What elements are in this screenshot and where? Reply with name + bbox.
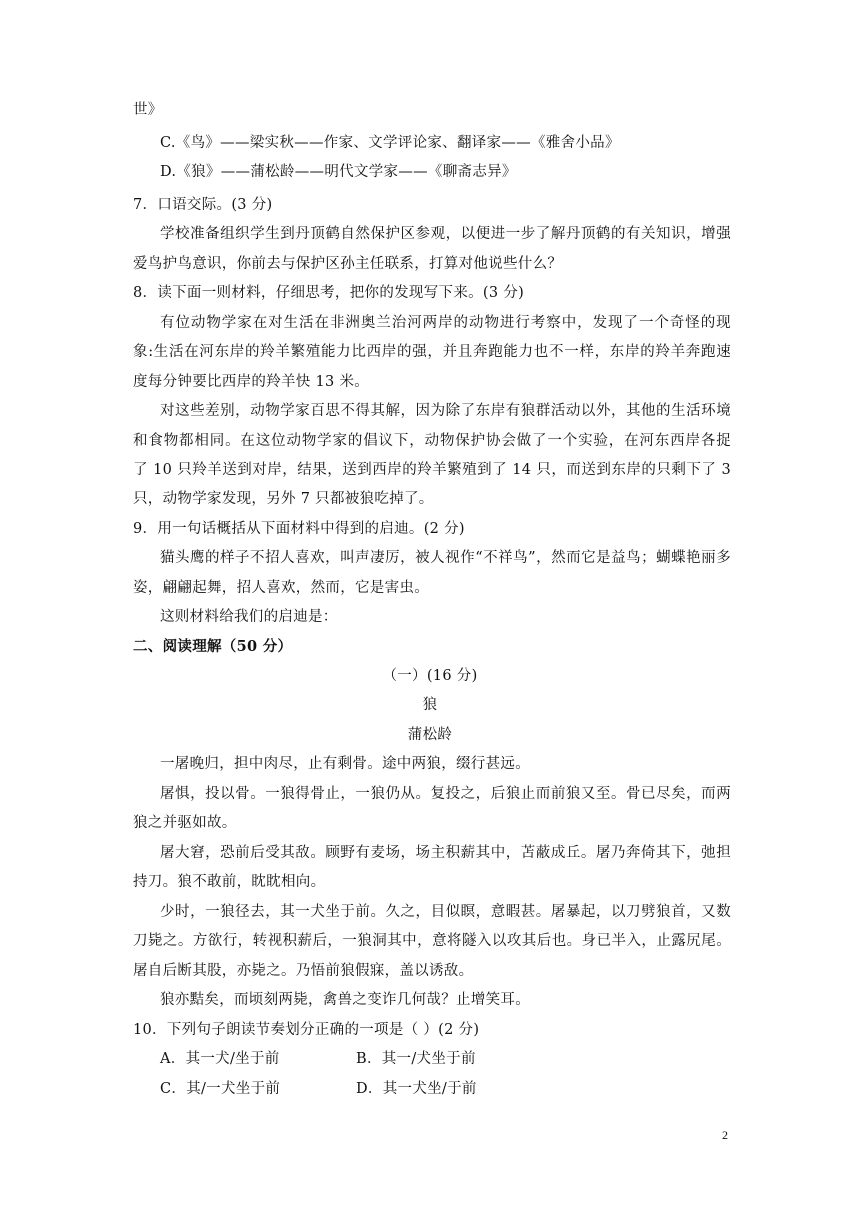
passage-line: 持刀。狼不敢前，眈眈相向。 — [133, 874, 326, 890]
question-10: 10．下列句子朗读节奏划分正确的一项是（ ）(2 分) — [133, 1022, 480, 1038]
passage-line: 一屠晚归，担中肉尽，止有剩骨。途中两狼，缀行甚远。 — [160, 756, 530, 772]
passage-line: 狼亦黠矣，而顷刻两毙，禽兽之变诈几何哉？止增笑耳。 — [160, 992, 530, 1008]
passage-line: 刀毙之。方欲行，转视积薪后，一狼洞其中，意将隧入以攻其后也。身已半入，止露尻尾。 — [133, 933, 731, 949]
answer-option-d: D．其一犬坐/于前 — [356, 1081, 477, 1097]
answer-option-c: C．其/一犬坐于前 — [160, 1081, 281, 1097]
passage-line: 屠大窘，恐前后受其敌。顾野有麦场，场主积薪其中，苫蔽成丘。屠乃奔倚其下，弛担 — [160, 845, 731, 861]
paragraph-line: 这则材料给我们的启迪是： — [160, 609, 338, 625]
paragraph-line: 有位动物学家在对生活在非洲奥兰治河两岸的动物进行考察中，发现了一个奇怪的现 — [160, 315, 731, 331]
answer-option-b: B．其一/犬坐于前 — [356, 1051, 476, 1067]
passage-line: 狼之并驱如故。 — [133, 815, 237, 831]
text-line: 世》 — [133, 102, 163, 118]
passage-author: 蒲松龄 — [407, 727, 453, 743]
question-9: 9．用一句话概括从下面材料中得到的启迪。(2 分) — [133, 521, 465, 537]
option-c-line: C.《鸟》——梁实秋——作家、文学评论家、翻译家——《雅舍小品》 — [160, 135, 620, 151]
passage-title: 狼 — [422, 697, 438, 713]
page-number: 2 — [722, 1128, 728, 1142]
passage-line: 屠惧，投以骨。一狼得骨止，一狼仍从。复投之，后狼止而前狼又至。骨已尽矣，而两 — [160, 786, 731, 802]
paragraph-line: 对这些差别，动物学家百思不得其解，因为除了东岸有狼群活动以外，其他的生活环境 — [160, 403, 731, 419]
paragraph-line: 只，动物学家发现，另外 7 只都被狼吃掉了。 — [133, 491, 434, 507]
answer-option-a: A．其一犬/坐于前 — [160, 1051, 280, 1067]
paragraph-line: 姿，翩翩起舞，招人喜欢，然而，它是害虫。 — [133, 580, 429, 596]
paragraph-line: 象:生活在河东岸的羚羊繁殖能力比西岸的强，并且奔跑能力也不一样，东岸的羚羊奔跑速 — [133, 344, 731, 360]
passage-line: 屠自后断其股，亦毙之。乃悟前狼假寐，盖以诱敌。 — [133, 963, 474, 979]
paragraph-line: 学校准备组织学生到丹顶鹤自然保护区参观，以便进一步了解丹顶鹤的有关知识，增强 — [160, 226, 731, 242]
passage-line: 少时，一狼径去，其一犬坐于前。久之，目似瞑，意暇甚。屠暴起，以刀劈狼首，又数 — [160, 904, 731, 920]
subsection-heading: （一）(16 分) — [382, 668, 478, 684]
paragraph-line: 猫头鹰的样子不招人喜欢，叫声凄厉，被人视作“不祥鸟”，然而它是益鸟；蝴蝶艳丽多 — [160, 550, 731, 566]
question-7: 7．口语交际。(3 分) — [133, 197, 273, 213]
paragraph-line: 了 10 只羚羊送到对岸，结果，送到西岸的羚羊繁殖到了 14 只，而送到东岸的只剩下了 3 — [133, 462, 731, 478]
paragraph-line: 和食物都相同。在这位动物学家的倡议下，动物保护协会做了一个实验，在河东西岸各捉 — [133, 433, 731, 449]
option-d-line: D.《狼》——蒲松龄——明代文学家——《聊斋志异》 — [160, 164, 517, 180]
question-8: 8．读下面一则材料，仔细思考，把你的发现写下来。(3 分) — [133, 285, 525, 301]
section-heading: 二、阅读理解（50 分） — [133, 638, 293, 655]
paragraph-line: 爱鸟护鸟意识，你前去与保护区孙主任联系，打算对他说些什么？ — [133, 256, 563, 272]
paragraph-line: 度每分钟要比西岸的羚羊快 13 米。 — [133, 374, 370, 390]
